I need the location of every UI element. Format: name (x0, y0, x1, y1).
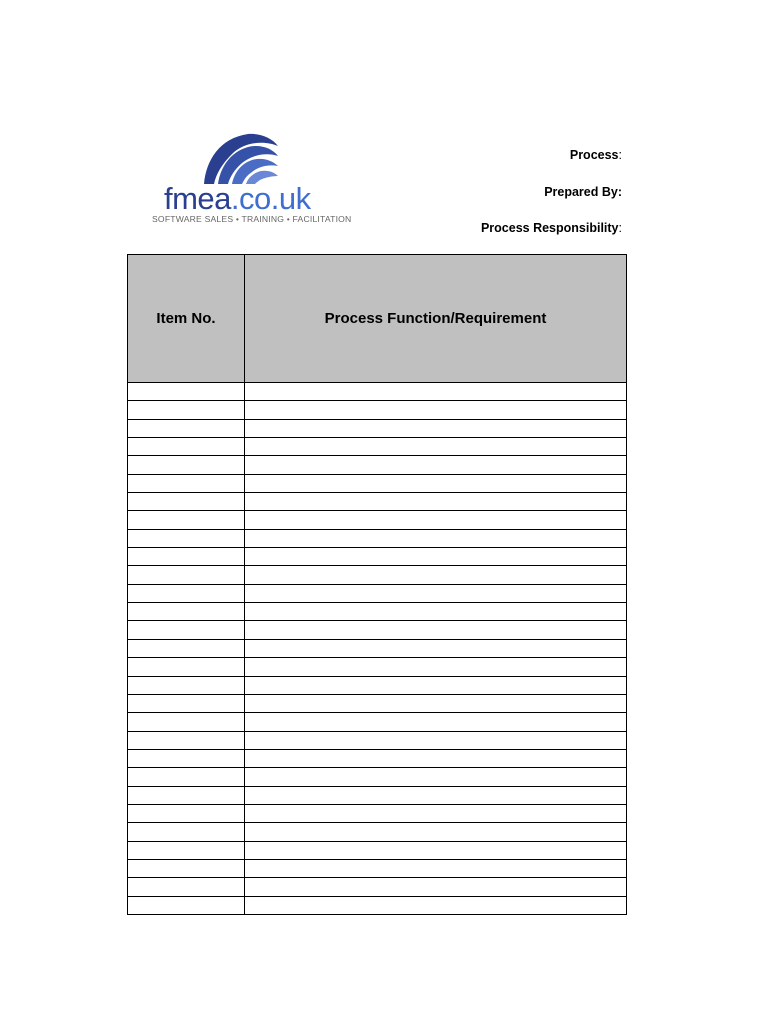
item-no-cell[interactable] (128, 841, 245, 859)
item-no-cell[interactable] (128, 419, 245, 437)
table-row (128, 694, 627, 712)
process-function-cell[interactable] (245, 896, 627, 914)
process-function-cell[interactable] (245, 603, 627, 621)
table-row (128, 456, 627, 474)
table-row (128, 878, 627, 896)
table-row (128, 786, 627, 804)
table-row (128, 804, 627, 822)
item-no-cell[interactable] (128, 694, 245, 712)
process-function-cell[interactable] (245, 401, 627, 419)
item-no-cell[interactable] (128, 859, 245, 877)
item-no-cell[interactable] (128, 383, 245, 401)
process-function-cell[interactable] (245, 621, 627, 639)
column-header-process-function: Process Function/Requirement (245, 255, 627, 383)
table-row (128, 639, 627, 657)
item-no-cell[interactable] (128, 786, 245, 804)
item-no-cell[interactable] (128, 713, 245, 731)
brand-name (164, 182, 311, 216)
process-function-cell[interactable] (245, 383, 627, 401)
item-no-cell[interactable] (128, 529, 245, 547)
item-no-cell[interactable] (128, 639, 245, 657)
item-no-cell[interactable] (128, 584, 245, 602)
table-row (128, 548, 627, 566)
process-function-cell[interactable] (245, 841, 627, 859)
process-function-cell[interactable] (245, 639, 627, 657)
process-function-cell[interactable] (245, 493, 627, 511)
process-responsibility-colon: : (618, 221, 622, 235)
item-no-cell[interactable] (128, 548, 245, 566)
item-no-cell[interactable] (128, 511, 245, 529)
process-function-cell[interactable] (245, 548, 627, 566)
item-no-cell[interactable] (128, 438, 245, 456)
logo-swoosh-icon (198, 130, 282, 188)
table-row (128, 584, 627, 602)
table-row (128, 438, 627, 456)
table-row (128, 713, 627, 731)
process-function-cell[interactable] (245, 676, 627, 694)
process-function-cell[interactable] (245, 419, 627, 437)
table-row (128, 749, 627, 767)
process-function-cell[interactable] (245, 438, 627, 456)
item-no-cell[interactable] (128, 676, 245, 694)
item-no-cell[interactable] (128, 658, 245, 676)
process-responsibility-label: Process Responsibility (480, 221, 619, 235)
item-no-cell[interactable] (128, 731, 245, 749)
process-function-cell[interactable] (245, 456, 627, 474)
process-colon: : (618, 148, 622, 162)
process-function-cell[interactable] (245, 823, 627, 841)
process-function-cell[interactable] (245, 786, 627, 804)
table-row (128, 621, 627, 639)
process-function-table (127, 254, 627, 915)
table-row (128, 493, 627, 511)
process-function-cell[interactable] (245, 731, 627, 749)
item-no-cell[interactable] (128, 566, 245, 584)
table-row (128, 401, 627, 419)
process-function-cell[interactable] (245, 584, 627, 602)
table-row (128, 566, 627, 584)
item-no-cell[interactable] (128, 823, 245, 841)
process-function-cell[interactable] (245, 878, 627, 896)
table-row (128, 529, 627, 547)
brand-tagline: SOFTWARE SALES • TRAINING • FACILITATION (152, 214, 352, 224)
table-row (128, 731, 627, 749)
item-no-cell[interactable] (128, 878, 245, 896)
process-field (570, 148, 622, 162)
table-row (128, 859, 627, 877)
item-no-cell[interactable] (128, 804, 245, 822)
table-row (128, 676, 627, 694)
process-function-cell[interactable] (245, 749, 627, 767)
column-header-item-no: Item No. (128, 255, 245, 383)
process-function-cell[interactable] (245, 566, 627, 584)
table-row (128, 603, 627, 621)
table-row (128, 658, 627, 676)
process-function-cell[interactable] (245, 694, 627, 712)
brand-name-part1: fmea (164, 181, 231, 216)
table-row (128, 383, 627, 401)
prepared-by-label: Prepared By: (544, 185, 622, 199)
process-responsibility-field (481, 221, 622, 235)
item-no-cell[interactable] (128, 768, 245, 786)
item-no-cell[interactable] (128, 401, 245, 419)
table-row (128, 823, 627, 841)
table-row (128, 841, 627, 859)
item-no-cell[interactable] (128, 621, 245, 639)
table-row (128, 419, 627, 437)
process-function-cell[interactable] (245, 529, 627, 547)
item-no-cell[interactable] (128, 896, 245, 914)
item-no-cell[interactable] (128, 493, 245, 511)
process-function-cell[interactable] (245, 658, 627, 676)
brand-name-part2: .co.uk (230, 181, 311, 216)
fmea-logo (150, 130, 352, 230)
process-function-cell[interactable] (245, 768, 627, 786)
process-label: Process (569, 148, 619, 162)
process-function-cell[interactable] (245, 713, 627, 731)
item-no-cell[interactable] (128, 603, 245, 621)
table-header-row (128, 255, 627, 383)
process-function-cell[interactable] (245, 859, 627, 877)
process-function-cell[interactable] (245, 511, 627, 529)
process-function-cell[interactable] (245, 474, 627, 492)
prepared-by-field (544, 185, 622, 199)
item-no-cell[interactable] (128, 749, 245, 767)
item-no-cell[interactable] (128, 474, 245, 492)
process-function-cell[interactable] (245, 804, 627, 822)
table-row (128, 768, 627, 786)
item-no-cell[interactable] (128, 456, 245, 474)
table-row (128, 511, 627, 529)
table-row (128, 474, 627, 492)
table-row (128, 896, 627, 914)
table-body (128, 383, 627, 915)
